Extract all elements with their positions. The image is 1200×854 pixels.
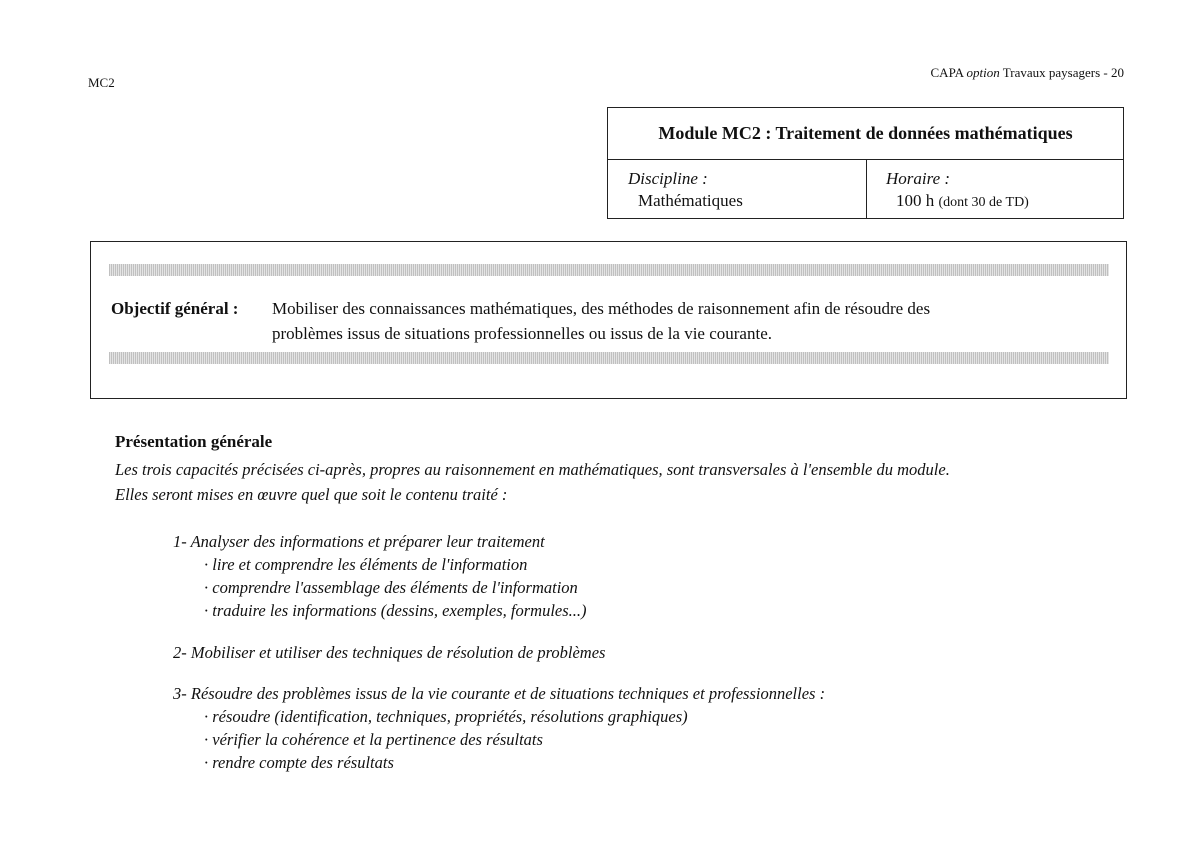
horaire-label: Horaire : <box>886 169 951 188</box>
decorative-stripe-bottom <box>109 352 1109 364</box>
header-program-option: option <box>966 65 1000 80</box>
discipline-cell <box>608 160 867 218</box>
decorative-stripe-top <box>109 264 1109 276</box>
objective-line-1: Mobiliser des connaissances mathématiques, des méthodes de raisonnement afin de résoudre des <box>272 299 931 318</box>
horaire-cell <box>867 160 1122 218</box>
presentation-title: Présentation générale <box>115 432 273 451</box>
objective-label: Objectif général : <box>111 299 239 318</box>
header-module-code: MC2 <box>88 75 115 90</box>
presentation-intro-line-1: Les trois capacités précisées ci-après, propres au raisonnement en mathématiques, sont transversales à l'ensemble du module. <box>115 460 950 479</box>
capacity-1-item-1: · lire et comprendre les éléments de l'information <box>204 555 528 574</box>
presentation-intro-line-2: Elles seront mises en œuvre quel que soit le contenu traité : <box>115 485 508 504</box>
capacity-1-item-2: · comprendre l'assemblage des éléments de l'information <box>204 578 578 597</box>
module-title: Module MC2 : Traitement de données mathématiques <box>608 108 1123 160</box>
horaire-hours: 100 h <box>896 191 935 210</box>
horaire-detail: (dont 30 de TD) <box>938 195 1029 210</box>
capacity-2-title: 2- Mobiliser et utiliser des techniques de résolution de problèmes <box>173 643 606 662</box>
capacity-1-title: 1- Analyser des informations et préparer leur traitement <box>173 532 545 551</box>
capacity-3 <box>173 682 825 774</box>
presentation-intro <box>115 457 1115 507</box>
objective-box <box>90 241 1127 399</box>
objective-text <box>272 296 1092 346</box>
capacity-3-item-3: · rendre compte des résultats <box>204 753 394 772</box>
module-info-box <box>607 107 1124 219</box>
objective-line-2: problèmes issus de situations professionnelles ou issus de la vie courante. <box>272 324 772 343</box>
discipline-label: Discipline : <box>628 169 708 188</box>
discipline-value: Mathématiques <box>638 191 743 210</box>
header-program-suffix: Travaux paysagers - 20 <box>1002 65 1124 80</box>
capacity-3-item-1: · résoudre (identification, techniques, propriétés, résolutions graphiques) <box>204 707 688 726</box>
capacity-1 <box>173 530 587 622</box>
horaire-value <box>886 190 1122 214</box>
capacity-2 <box>173 641 605 664</box>
header-program-title <box>860 65 1124 81</box>
capacity-3-item-2: · vérifier la cohérence et la pertinence des résultats <box>204 730 543 749</box>
capacity-1-item-3: · traduire les informations (dessins, exemples, formules...) <box>204 601 587 620</box>
header-program-prefix: CAPA <box>930 65 964 80</box>
capacity-3-title: 3- Résoudre des problèmes issus de la vie courante et de situations techniques et professionnelles : <box>173 684 826 703</box>
